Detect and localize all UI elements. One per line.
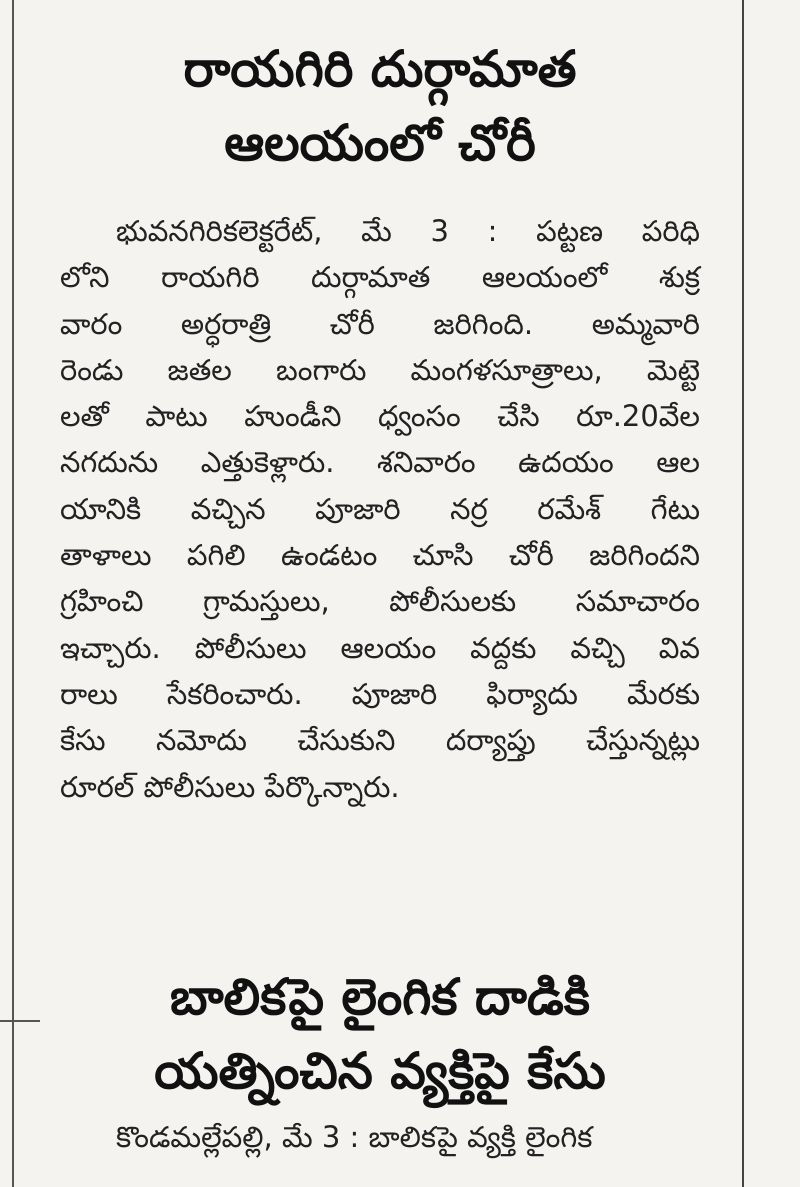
body-line: ఇచ్చారు. పోలీసులు ఆలయం వద్దకు వచ్చి వివ xyxy=(60,630,700,665)
body-line: లతో పాటు హుండీని ధ్వంసం చేసి రూ.20వేల xyxy=(60,399,700,434)
column-rule-left xyxy=(12,0,14,1187)
body-line: రెండు జతల బంగారు మంగళసూత్రాలు, మెట్టె xyxy=(60,352,700,387)
body-line: గ్రహించి గ్రామస్తులు, పోలీసులకు సమాచారం xyxy=(60,584,700,619)
article-headline xyxy=(60,960,700,1108)
column-rule-tick xyxy=(0,1020,40,1022)
body-line: వారం అర్ధరాత్రి చోరీ జరిగింది. అమ్మవారి xyxy=(60,306,700,341)
body-line: కొండమల్లేపల్లి, మే 3 : బాలికపై వ్యక్తి లైంగిక xyxy=(116,1120,593,1154)
adjacent-column-cropped xyxy=(752,0,800,1187)
headline-line-2: ఆలయంలో చోరీ xyxy=(224,114,536,172)
article-assault-case xyxy=(60,960,700,1160)
body-line: నగదును ఎత్తుకెళ్లారు. శనివారం ఉదయం ఆల xyxy=(60,445,700,480)
headline-line-1: రాయగిరి దుర్గామాత xyxy=(183,40,577,98)
headline-line-1: బాలికపై లైంగిక దాడికి xyxy=(169,968,591,1026)
body-line: తాళాలు పగిలి ఉండటం చూసి చోరీ జరిగిందని xyxy=(60,538,700,573)
article-body xyxy=(60,1114,700,1160)
body-line: కేసు నమోదు చేసుకుని దర్యాప్తు చేస్తున్నట్లు xyxy=(60,723,700,758)
body-line: రూరల్ పోలీసులు పేర్కొన్నారు. xyxy=(60,769,400,804)
body-line: యానికి వచ్చిన పూజారి నర్ర రమేశ్ గేటు xyxy=(60,491,700,526)
column-rule-right xyxy=(742,0,744,1187)
body-line: రాలు సేకరించారు. పూజారి ఫిర్యాదు మేరకు xyxy=(60,676,700,711)
headline-line-2: యత్నించిన వ్యక్తిపై కేసు xyxy=(154,1042,606,1100)
article-headline xyxy=(60,32,700,180)
body-line: లోని రాయగిరి దుర్గామాత ఆలయంలో శుక్ర xyxy=(60,260,700,295)
article-temple-theft xyxy=(60,32,700,810)
article-body xyxy=(60,208,700,810)
body-line: భువనగిరికలెక్టరేట్, మే 3 : పట్టణ పరిధి xyxy=(116,214,700,248)
